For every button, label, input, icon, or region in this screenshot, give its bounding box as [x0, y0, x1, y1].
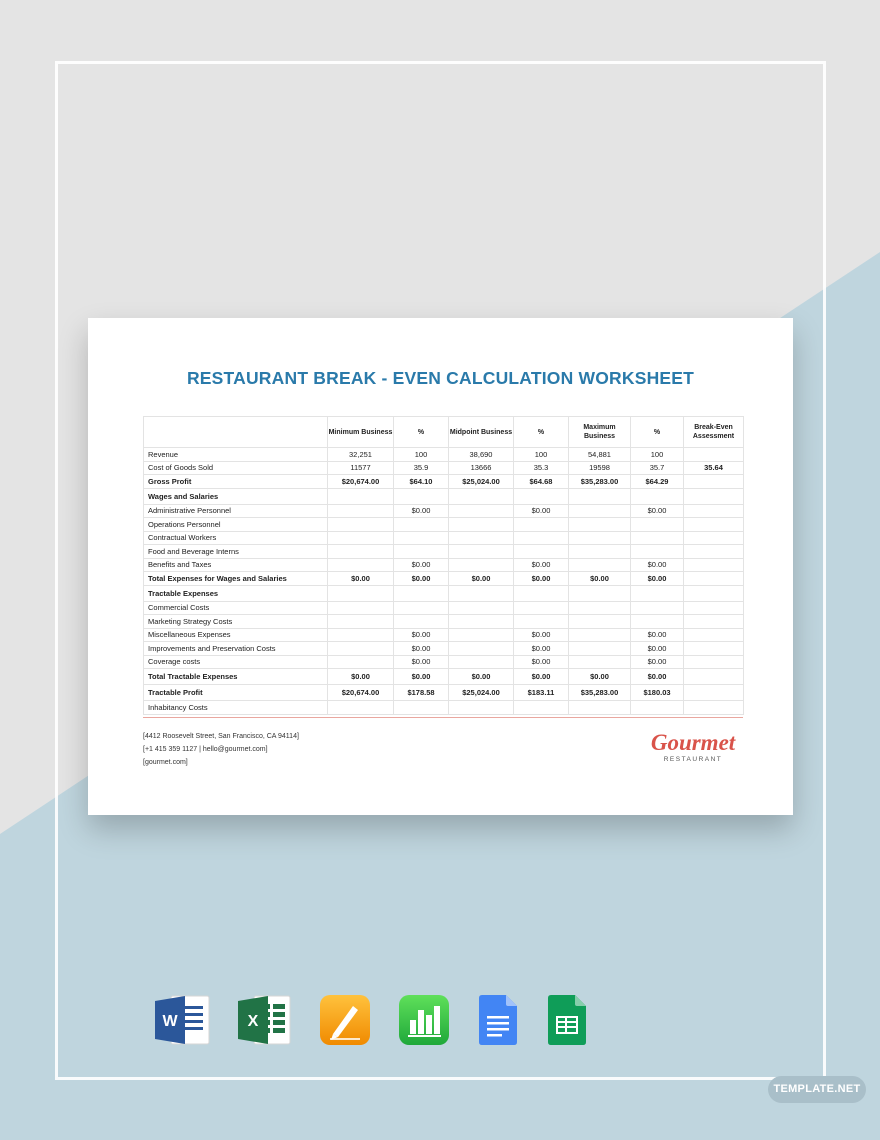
table-cell: $0.00: [328, 572, 394, 586]
footer-divider: [143, 717, 743, 718]
app-icons-row: [0, 994, 880, 1046]
table-cell: $0.00: [394, 558, 449, 572]
gourmet-logo: [643, 730, 743, 764]
table-cell: [514, 601, 569, 615]
table-cell: [449, 655, 514, 669]
table-row: [144, 488, 744, 504]
table-cell: 32,251: [328, 448, 394, 462]
table-cell: [328, 642, 394, 656]
table-row: [144, 461, 744, 475]
excel-icon[interactable]: [238, 994, 292, 1046]
google-sheets-icon[interactable]: [546, 994, 588, 1046]
table-cell: $64.10: [394, 475, 449, 489]
table-cell: [449, 642, 514, 656]
table-cell: [514, 518, 569, 532]
table-cell: [684, 475, 744, 489]
table-cell: [684, 545, 744, 559]
table-row: [144, 448, 744, 462]
table-cell: $0.00: [394, 655, 449, 669]
table-row: [144, 601, 744, 615]
table-row: [144, 504, 744, 518]
table-cell: [684, 628, 744, 642]
table-row: [144, 669, 744, 685]
table-cell: [449, 585, 514, 601]
table-cell: [684, 531, 744, 545]
table-cell: [631, 601, 684, 615]
logo-name: Gourmet: [650, 730, 736, 755]
table-row: [144, 615, 744, 629]
table-cell: 35.3: [514, 461, 569, 475]
table-cell: 35.9: [394, 461, 449, 475]
table-cell: 100: [631, 448, 684, 462]
table-row: [144, 531, 744, 545]
table-cell: $0.00: [514, 642, 569, 656]
table-cell: $25,024.00: [449, 685, 514, 701]
table-cell: [328, 701, 394, 715]
contact-block: [143, 730, 299, 769]
table-cell: $0.00: [394, 669, 449, 685]
table-cell: $0.00: [394, 572, 449, 586]
table-cell: $64.29: [631, 475, 684, 489]
table-cell: [328, 585, 394, 601]
row-label: Operations Personnel: [144, 518, 328, 532]
table-cell: [514, 701, 569, 715]
pages-icon[interactable]: [319, 994, 371, 1046]
table-cell: 100: [514, 448, 569, 462]
table-cell: [631, 615, 684, 629]
table-cell: [328, 504, 394, 518]
table-cell: [569, 628, 631, 642]
row-label: Improvements and Preservation Costs: [144, 642, 328, 656]
table-cell: [394, 531, 449, 545]
table-cell: [449, 558, 514, 572]
contact-phone-email: [+1 415 359 1127 | hello@gourmet.com]: [143, 746, 268, 753]
table-cell: $0.00: [394, 642, 449, 656]
table-cell: 38,690: [449, 448, 514, 462]
table-cell: $0.00: [514, 669, 569, 685]
table-cell: [394, 518, 449, 532]
table-cell: $0.00: [569, 572, 631, 586]
table-cell: [684, 601, 744, 615]
header-cell: [144, 417, 328, 448]
header-cell: %: [631, 417, 684, 448]
table-cell: [569, 701, 631, 715]
header-cell: Midpoint Business: [449, 417, 514, 448]
table-cell: [569, 585, 631, 601]
table-cell: [684, 488, 744, 504]
table-cell: $0.00: [631, 669, 684, 685]
logo-subtitle: RESTAURANT: [663, 756, 723, 763]
worksheet-title: RESTAURANT BREAK - EVEN CALCULATION WORKSHEET: [186, 368, 695, 388]
table-cell: [328, 531, 394, 545]
table-cell: [449, 504, 514, 518]
table-cell: [394, 488, 449, 504]
table-cell: [684, 448, 744, 462]
table-cell: [569, 531, 631, 545]
table-cell: [514, 545, 569, 559]
table-cell: [328, 601, 394, 615]
table-cell: [449, 615, 514, 629]
table-cell: [684, 642, 744, 656]
table-cell: [449, 701, 514, 715]
table-cell: $180.03: [631, 685, 684, 701]
row-label: Contractual Workers: [144, 531, 328, 545]
row-label: Wages and Salaries: [144, 488, 328, 504]
table-cell: 35.7: [631, 461, 684, 475]
table-cell: [684, 701, 744, 715]
row-label: Total Expenses for Wages and Salaries: [144, 572, 328, 586]
row-label: Benefits and Taxes: [144, 558, 328, 572]
table-cell: $0.00: [569, 669, 631, 685]
row-label: Coverage costs: [144, 655, 328, 669]
table-cell: $0.00: [514, 558, 569, 572]
table-cell: [631, 585, 684, 601]
row-label: Gross Profit: [144, 475, 328, 489]
table-cell: $183.11: [514, 685, 569, 701]
table-cell: [394, 585, 449, 601]
table-cell: [569, 558, 631, 572]
table-cell: $0.00: [328, 669, 394, 685]
table-cell: $0.00: [394, 628, 449, 642]
table-row: [144, 585, 744, 601]
table-cell: [449, 518, 514, 532]
table-cell: $0.00: [514, 628, 569, 642]
table-cell: [631, 701, 684, 715]
table-cell: $20,674.00: [328, 685, 394, 701]
table-cell: [569, 655, 631, 669]
table-row: [144, 545, 744, 559]
table-cell: [394, 601, 449, 615]
table-cell: [514, 585, 569, 601]
table-cell: $0.00: [631, 628, 684, 642]
table-cell: 54,881: [569, 448, 631, 462]
table-cell: $0.00: [394, 504, 449, 518]
row-label: Tractable Expenses: [144, 585, 328, 601]
table-cell: $20,674.00: [328, 475, 394, 489]
table-cell: [328, 655, 394, 669]
template-net-badge[interactable]: TEMPLATE.NET: [768, 1076, 866, 1103]
table-cell: [569, 642, 631, 656]
table-cell: $0.00: [449, 572, 514, 586]
header-cell: %: [514, 417, 569, 448]
row-label: Revenue: [144, 448, 328, 462]
table-cell: [514, 531, 569, 545]
table-row: [144, 655, 744, 669]
table-cell: [394, 615, 449, 629]
table-cell: [569, 518, 631, 532]
table-row: [144, 685, 744, 701]
contact-address: [4412 Roosevelt Street, San Francisco, CA 94114]: [143, 733, 299, 740]
table-cell: [328, 545, 394, 559]
table-cell: [328, 615, 394, 629]
table-row: [144, 572, 744, 586]
table-cell: [514, 615, 569, 629]
table-cell: [684, 615, 744, 629]
table-row: [144, 518, 744, 532]
table-cell: [328, 518, 394, 532]
table-cell: $0.00: [514, 572, 569, 586]
table-cell: [684, 558, 744, 572]
table-cell: [684, 504, 744, 518]
table-cell: [569, 545, 631, 559]
word-icon[interactable]: [155, 994, 211, 1046]
table-cell: $0.00: [631, 504, 684, 518]
table-cell: $178.58: [394, 685, 449, 701]
table-cell: [449, 488, 514, 504]
table-cell: $64.68: [514, 475, 569, 489]
table-cell: [569, 601, 631, 615]
table-cell: 19598: [569, 461, 631, 475]
row-label: Total Tractable Expenses: [144, 669, 328, 685]
table-cell: $0.00: [631, 642, 684, 656]
table-cell: [328, 558, 394, 572]
row-label: Inhabitancy Costs: [144, 701, 328, 715]
table-cell: 11577: [328, 461, 394, 475]
table-cell: [569, 504, 631, 518]
table-cell: [449, 628, 514, 642]
worksheet-preview: [88, 318, 793, 815]
table-cell: $35,283.00: [569, 685, 631, 701]
table-row: [144, 642, 744, 656]
table-cell: $0.00: [631, 558, 684, 572]
table-cell: [328, 628, 394, 642]
table-row: [144, 701, 744, 715]
table-cell: [684, 572, 744, 586]
table-cell: [684, 655, 744, 669]
table-header-row: [144, 417, 744, 448]
table-cell: 35.64: [684, 461, 744, 475]
table-cell: $0.00: [514, 655, 569, 669]
table-cell: $0.00: [631, 655, 684, 669]
table-cell: [684, 685, 744, 701]
table-cell: $25,024.00: [449, 475, 514, 489]
header-cell: %: [394, 417, 449, 448]
table-cell: [394, 545, 449, 559]
row-label: Commercial Costs: [144, 601, 328, 615]
table-cell: [569, 488, 631, 504]
row-label: Miscellaneous Expenses: [144, 628, 328, 642]
svg-text:X: X: [247, 1013, 259, 1030]
table-cell: [631, 545, 684, 559]
table-cell: [514, 488, 569, 504]
table-cell: [684, 669, 744, 685]
header-cell: Maximum Business: [569, 417, 631, 448]
svg-text:W: W: [162, 1013, 178, 1030]
table-cell: [569, 615, 631, 629]
table-cell: $35,283.00: [569, 475, 631, 489]
table-cell: [449, 545, 514, 559]
row-label: Marketing Strategy Costs: [144, 615, 328, 629]
table-cell: $0.00: [631, 572, 684, 586]
row-label: Cost of Goods Sold: [144, 461, 328, 475]
table-cell: $0.00: [449, 669, 514, 685]
table-cell: $0.00: [514, 504, 569, 518]
table-cell: [631, 488, 684, 504]
row-label: Tractable Profit: [144, 685, 328, 701]
table-cell: [328, 488, 394, 504]
table-cell: [449, 531, 514, 545]
table-cell: 100: [394, 448, 449, 462]
contact-website: [gourmet.com]: [143, 759, 188, 766]
table-cell: [684, 585, 744, 601]
row-label: Food and Beverage Interns: [144, 545, 328, 559]
table-cell: [394, 701, 449, 715]
google-docs-icon[interactable]: [477, 994, 519, 1046]
table-cell: [684, 518, 744, 532]
table-cell: 13666: [449, 461, 514, 475]
header-cell: Break-Even Assessment: [684, 417, 744, 448]
table-cell: [449, 601, 514, 615]
break-even-table: [143, 416, 744, 715]
table-row: [144, 475, 744, 489]
row-label: Administrative Personnel: [144, 504, 328, 518]
table-row: [144, 628, 744, 642]
table-row: [144, 558, 744, 572]
numbers-icon[interactable]: [398, 994, 450, 1046]
header-cell: Minimum Business: [328, 417, 394, 448]
table-cell: [631, 531, 684, 545]
table-cell: [631, 518, 684, 532]
